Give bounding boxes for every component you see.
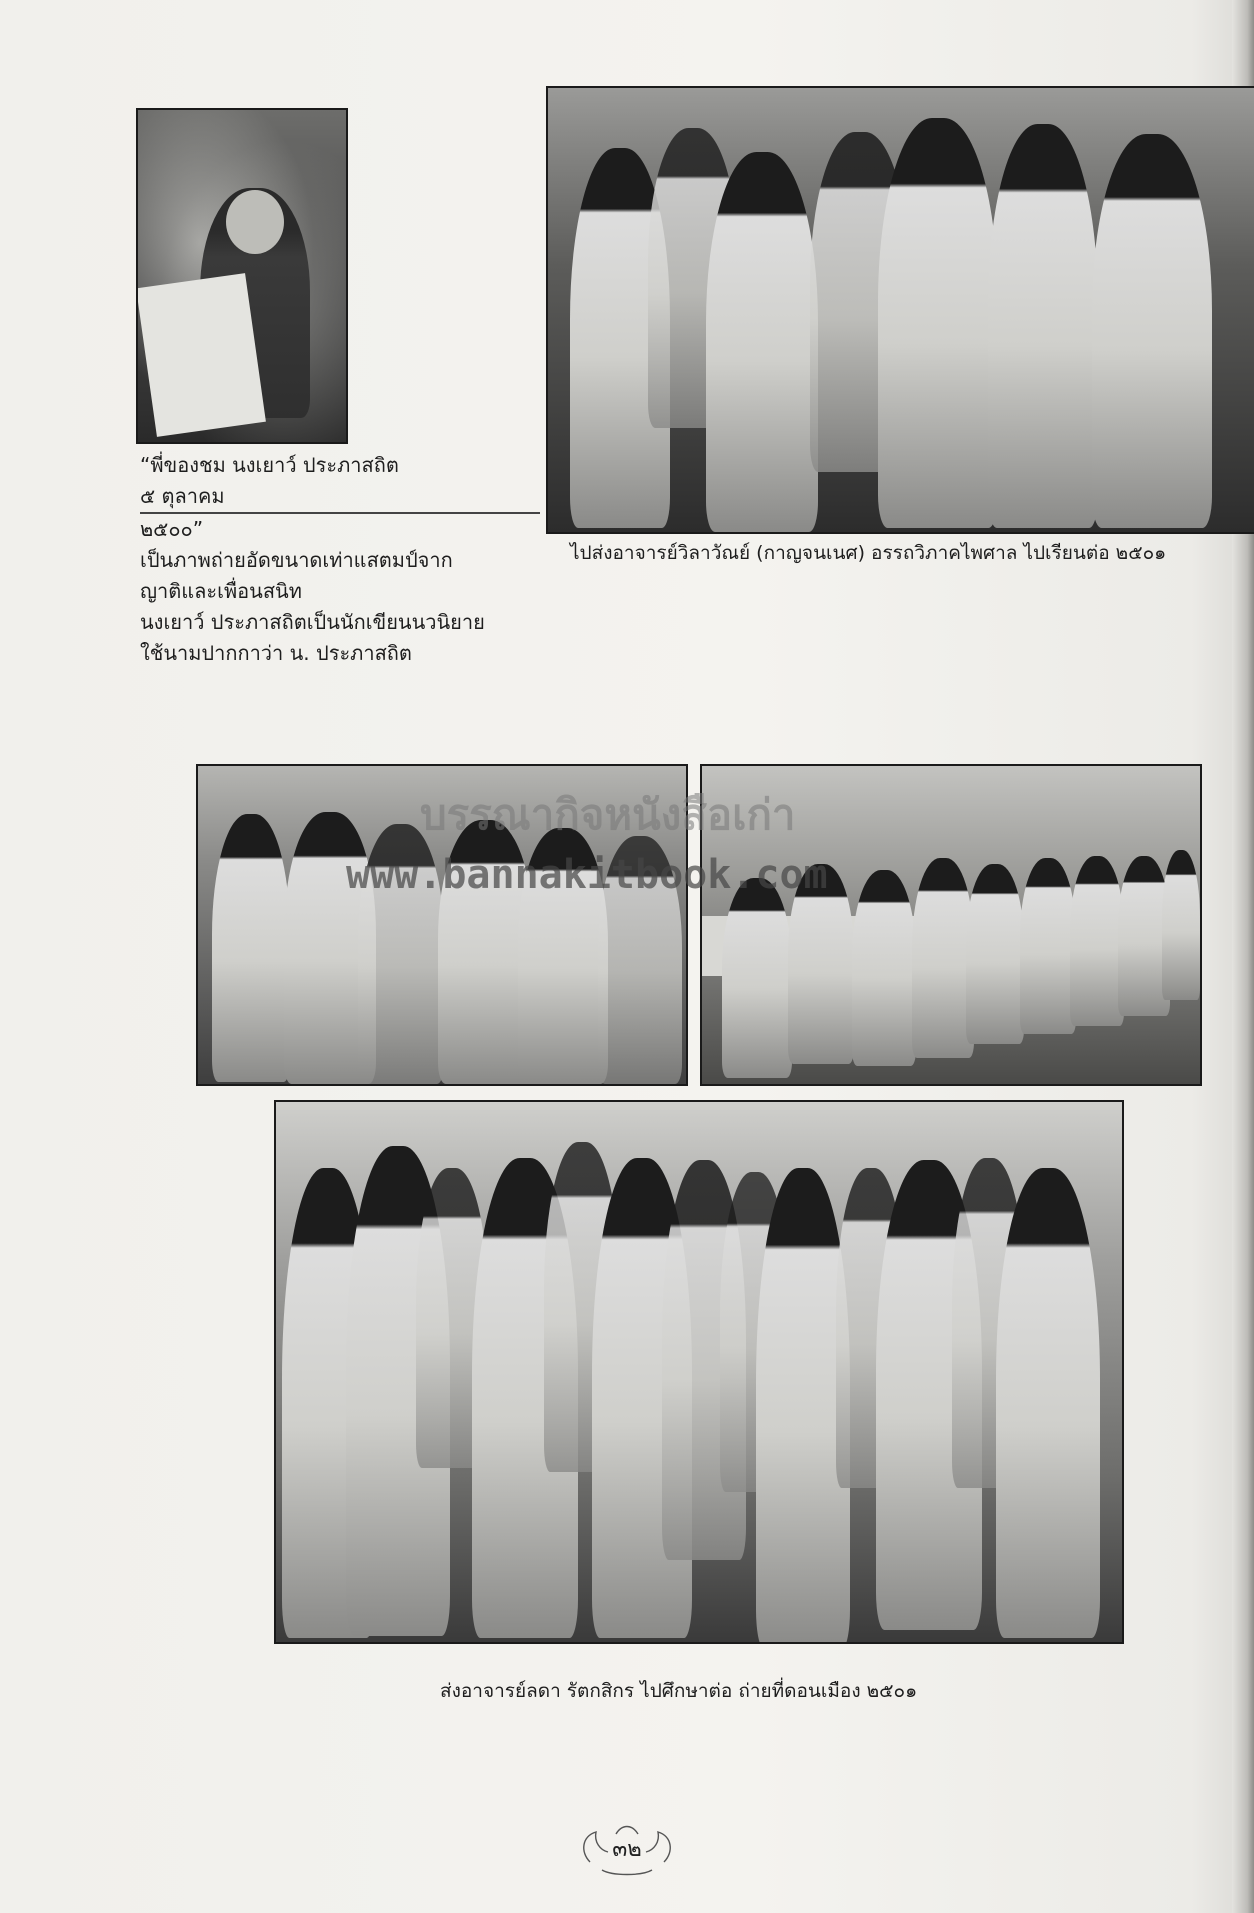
portrait-caption-line5: นงเยาว์ ประภาสถิตเป็นนักเขียนนวนิยาย [140,610,485,634]
watermark-url: www.bannakitbook.com [346,852,828,898]
portrait-caption-date: ๕ ตุลาคม [140,481,540,514]
portrait-photo [136,108,348,444]
page-number: ๓๒ [612,1837,642,1862]
bottom-group-caption: ส่งอาจารย์ลดา รัตกสิกร ไปศึกษาต่อ ถ่ายที่ดอนเมือง ๒๕๐๑ [440,1680,918,1702]
top-group-caption: ไปส่งอาจารย์วิลาวัณย์ (กาญจนเนศ) อรรถวิภาคไพศาล ไปเรียนต่อ ๒๕๐๑ [570,542,1167,564]
watermark-name: บรรณากิจหนังสือเก่า [420,790,796,839]
portrait-caption-line1-prefix: “พี่ของชม นงเยาว์ ประภาสถิต [140,453,399,477]
group-photo-middle-left [196,764,688,1086]
portrait-caption-line3: เป็นภาพถ่ายอัดขนาดเท่าแสตมป์จาก [140,548,453,572]
portrait-caption-line2: ๒๕๐๐” [140,517,204,541]
portrait-caption-line4: ญาติและเพื่อนสนิท [140,579,302,603]
group-photo-top [546,86,1254,534]
group-photo-bottom [274,1100,1124,1644]
portrait-caption [140,450,540,669]
group-photo-middle-right [700,764,1202,1086]
portrait-caption-line6: ใช้นามปากกาว่า น. ประภาสถิต [140,641,412,665]
